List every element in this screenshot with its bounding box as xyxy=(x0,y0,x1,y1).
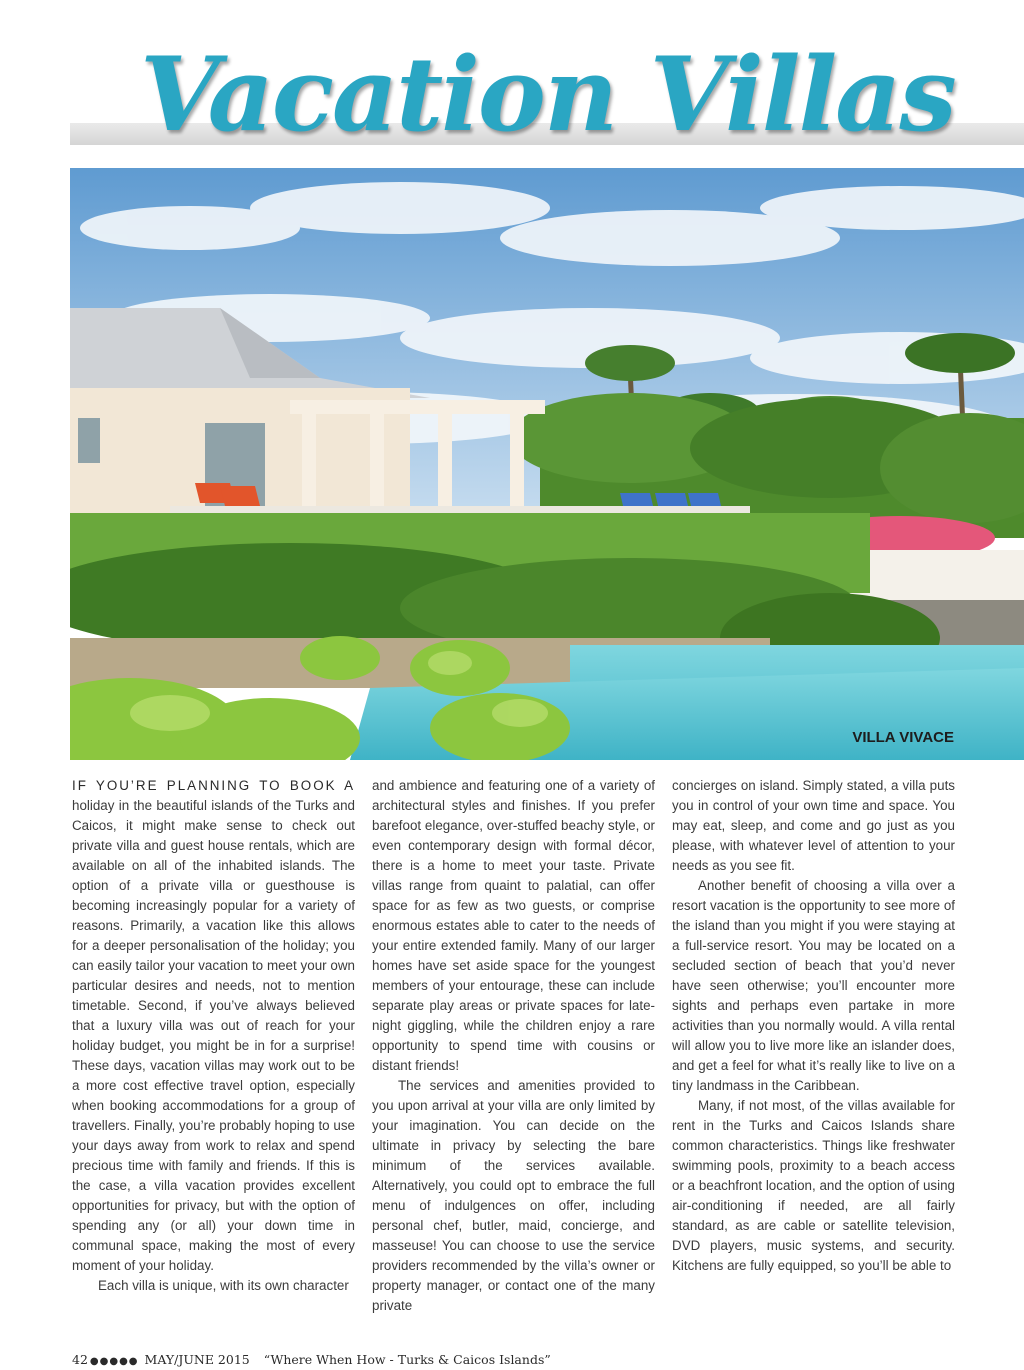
lead-in: IF YOU’RE PLANNING TO BOOK A xyxy=(72,778,355,793)
paragraph: Each villa is unique, with its own character xyxy=(98,1278,349,1293)
publication-name: “Where When How - Turks & Caicos Islands” xyxy=(263,1352,551,1367)
page-title: Vacation Villas xyxy=(140,35,955,155)
issue-date: MAY/JUNE 2015 xyxy=(144,1352,250,1367)
paragraph: Many, if not most, of the villas available for rent in the Turks and Caicos Islands share common characteristics. Things like freshwater swimming pools, proximity to a beach access or a beachfront location, and the option of using air-conditioning if needed, are all fairly standard, as are cable or satellite television, DVD players, music systems, and security. Kitchens are fully equipped, so you’ll be able to xyxy=(672,1098,955,1273)
paragraph: concierges on island. Simply stated, a villa puts you in control of your own time and space. You may eat, sleep, and come and go just as you please, with whatever level of attention to your needs as you see fit. xyxy=(672,778,955,873)
paragraph: Another benefit of choosing a villa over a resort vacation is the opportunity to see more of the island than you might if you were staying at a full-service resort. You may be located on a secluded section of beach that you’d never have seen otherwise; you’ll encounter more sights and perhaps even partake in more activities than you normally would. A villa rental will allow you to live more like an islander does, and get a feel for what it’s really like to live on a tiny landmass in the Caribbean. xyxy=(672,878,955,1093)
page-footer xyxy=(72,1352,551,1367)
paragraph: The services and amenities provided to you upon arrival at your villa are only limited by your imagination. You can decide on the ultimate in privacy by selecting the bare minimum of the services available. Alternatively, you could opt to embrace the full menu of indulgences on offer, including personal chef, butler, maid, concierge, and masseuse! You can choose to use the service providers recommended by the villa’s owner or property manager, or contact one of the many private xyxy=(372,1078,655,1313)
article-column-1 xyxy=(72,776,355,1296)
page-number: 42 xyxy=(72,1352,88,1367)
paragraph: and ambience and featuring one of a variety of architectural styles and finishes. If you prefer barefoot elegance, over-stuffed beachy style, or even contemporary design with formal décor, there is a home to meet your taste. Private villas range from quaint to palatial, can offer space for as few as two guests, or comprise enormous estates able to cater to the needs of your entire extended family. Many of our larger homes have set aside space for the youngest members of your entourage, these can include separate play areas or private spaces for late-night giggling, while the children enjoy a rare opportunity to spend time with cousins or distant friends! xyxy=(372,778,655,1073)
footer-dots: ●●●●● xyxy=(89,1356,139,1367)
paragraph-text: holiday in the beautiful islands of the Turks and Caicos, it might make sense to check out private villa and guest house rentals, which are available on all of the inhabited islands. The option of a private villa or guesthouse is becoming increasingly popular for a variety of reasons. Primarily, a vacation like this allows for a deeper personalisation of the holiday; you can easily tailor your vacation to meet your own particular desires and needs, not to mention timetable. Second, if you’ve always believed that a luxury villa was out of reach for your holiday budget, you might be in for a surprise! These days, vacation villas may work out to be a more cost effective travel option, especially when booking accommodations for a group of travellers. Finally, you’re probably hoping to use your days away from work to relax and spend precious time with family and friends. If this is the case, a villa vacation provides excellent opportunities for privacy, but with the option of spending any (or all) your down time in communal space, making the most of every moment of your holiday. xyxy=(72,798,355,1273)
paragraph xyxy=(72,776,355,1276)
article-column-3 xyxy=(672,776,955,1276)
article-column-2 xyxy=(372,776,655,1316)
lounge-chairs xyxy=(195,483,260,506)
villa-photo xyxy=(70,168,1024,760)
photo-caption: VILLA VIVACE xyxy=(852,729,954,746)
